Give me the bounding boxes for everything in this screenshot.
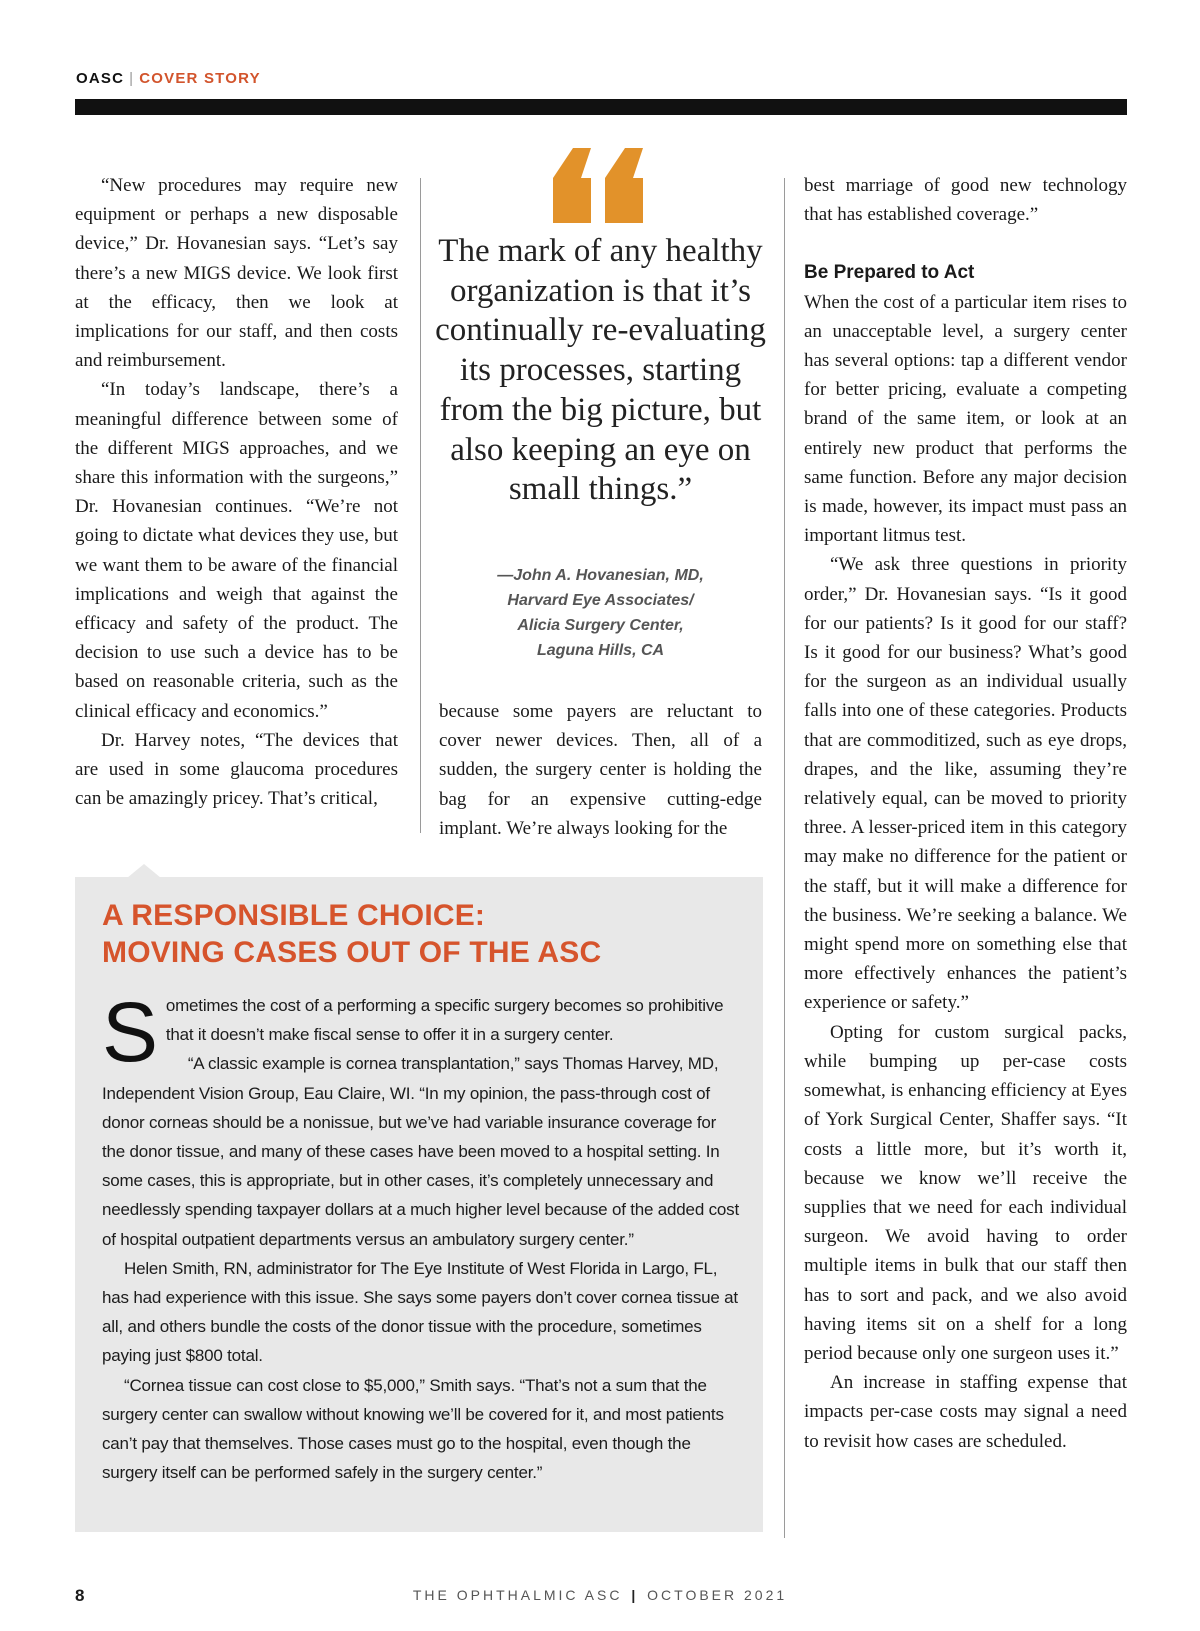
col1-paragraph: “In today’s landscape, there’s a meaningful difference between some of the different MIGS approaches, and we share this information with the surgeons,” Dr. Hovanesian continues. “We’re not going to dictate what devices they use, but we want them to be aware of the financial implications and weigh that against the efficacy and safety of the product. The decision to use such a device has to be based on reasonable criteria, such as the clinical efficacy and economics.” bbox=[75, 379, 398, 722]
col1-paragraph: “New procedures may require new equipment or perhaps a new disposable device,” Dr. Hovanesian says. “Let’s say there’s a new MIGS device. We look first at the efficacy, then we look at implications for our staff, and then costs and reimbursement. bbox=[75, 175, 398, 372]
attribution-line: Harvard Eye Associates/ bbox=[507, 592, 694, 609]
quote-mark-icon bbox=[553, 148, 643, 223]
column-1 bbox=[75, 171, 398, 813]
footer-separator: | bbox=[631, 1587, 639, 1603]
sidebar-title bbox=[102, 897, 742, 971]
column-divider bbox=[420, 178, 421, 833]
col1-paragraph: Dr. Harvey notes, “The devices that are used in some glaucoma procedures can be amazingly pricey. That’s critical, bbox=[75, 729, 398, 810]
sidebar-paragraph bbox=[102, 985, 742, 1079]
sidebar-title-line: MOVING CASES OUT OF THE ASC bbox=[102, 936, 602, 969]
pull-quote-attribution bbox=[428, 563, 773, 663]
column-2 bbox=[439, 697, 762, 843]
header-rule bbox=[75, 99, 1127, 115]
sidebar-notch bbox=[127, 864, 161, 878]
col3-paragraph: best marriage of good new technology that has established coverage.” bbox=[804, 175, 1127, 226]
attribution-line: Alicia Surgery Center, bbox=[517, 617, 684, 634]
pull-quote: The mark of any healthy organization is that it’s continually re-evaluating its processes, starting from the big picture, but also keeping an eye on small things.” bbox=[435, 233, 766, 508]
attribution-line: —John A. Hovanesian, MD, bbox=[497, 567, 704, 584]
col3-paragraph: Opting for custom surgical packs, while bumping up per-case costs somewhat, is enhancing efficiency at Eyes of York Surgical Center, Shaffer says. “It costs a little more, but it’s worth it, because we know we’ll receive the supplies that we need for each individual surgeon. We avoid having to order multiple items in bulk that our staff then has to sort and pack, and we also avoid having items sit on a shelf for a long period because only one surgeon uses it.” bbox=[804, 1021, 1127, 1364]
sidebar-paragraph: Helen Smith, RN, administrator for The Eye Institute of West Florida in Largo, FL, has had experience with this issue. She says some payers don’t cover cornea tissue at all, and others bundle the costs of the donor tissue with the procedure, sometimes paying just $800 total. bbox=[102, 1258, 738, 1366]
sidebar-body bbox=[102, 985, 742, 1487]
sidebar-title-line: A RESPONSIBLE CHOICE: bbox=[102, 899, 486, 932]
col3-paragraph: When the cost of a particular item rises to an unacceptable level, a surgery center has several options: tap a different vendor for better pricing, evaluate a competing brand of the same item, or look at an entirely new product that performs the same function. Before any major decision is made, however, its impact must pass an important litmus test. bbox=[804, 291, 1127, 547]
sidebar-paragraph-text: ometimes the cost of a performing a specific surgery becomes so prohibitive that it doesn’t make fiscal sense to offer it in a surgery center. bbox=[165, 996, 724, 1045]
running-header bbox=[76, 70, 261, 87]
header-separator: | bbox=[129, 70, 135, 87]
column-3 bbox=[804, 171, 1127, 1456]
footer-publication: THE OPHTHALMIC ASC bbox=[412, 1587, 623, 1603]
subhead: Be Prepared to Act bbox=[804, 262, 975, 284]
header-section: COVER STORY bbox=[139, 70, 261, 87]
col3-paragraph: “We ask three questions in priority order,” Dr. Hovanesian says. “Is it good for our patients? Is it good for our staff? Is it good for our business? What’s good for the surgeon as an individual usually falls into one of these categories. Products that are commoditized, such as eye drops, drapes, and the like, assuming they’re relatively equal, can be moved to priority three. A lesser-priced item in this category may make no difference for the patient or the staff, but it will make a difference for the business. We’re seeking a balance. We might spend more on something else that more effectively enhances the patient’s experience or safety.” bbox=[804, 554, 1127, 1014]
drop-cap: S bbox=[102, 985, 158, 1079]
sidebar-paragraph: “A classic example is cornea transplantation,” says Thomas Harvey, MD, Independent Vision Group, Eau Claire, WI. “In my opinion, the pass-through cost of donor corneas should be a nonissue, but we’ve had variable insurance coverage for the donor tissue, and many of these cases have been moved to a hospital setting. In some cases, this is appropriate, but in other cases, it’s completely unnecessary and needlessly spending taxpayer dollars at a much higher level because of the added cost of hospital outpatient departments versus an ambulatory surgery center.” bbox=[102, 1054, 739, 1249]
column-divider bbox=[784, 178, 785, 1538]
col2-paragraph: because some payers are reluctant to cover newer devices. Then, all of a sudden, the surgery center is holding the bag for an expensive cutting-edge implant. We’re always looking for the bbox=[439, 701, 762, 839]
sidebar-paragraph: “Cornea tissue can cost close to $5,000,” Smith says. “That’s not a sum that the surgery center can swallow without knowing we’ll be covered for it, and most patients can’t pay that themselves. Those cases must go to the hospital, even though the surgery itself can be performed safely in the surgery center.” bbox=[102, 1375, 724, 1483]
header-brand: OASC bbox=[76, 70, 125, 87]
attribution-line: Laguna Hills, CA bbox=[536, 642, 665, 659]
col3-paragraph: An increase in staffing expense that impacts per-case costs may signal a need to revisit how cases are scheduled. bbox=[804, 1372, 1127, 1452]
footer-issue: OCTOBER 2021 bbox=[647, 1587, 788, 1603]
footer bbox=[300, 1587, 900, 1603]
sidebar-box bbox=[75, 877, 763, 1532]
page-number: 8 bbox=[75, 1586, 85, 1605]
